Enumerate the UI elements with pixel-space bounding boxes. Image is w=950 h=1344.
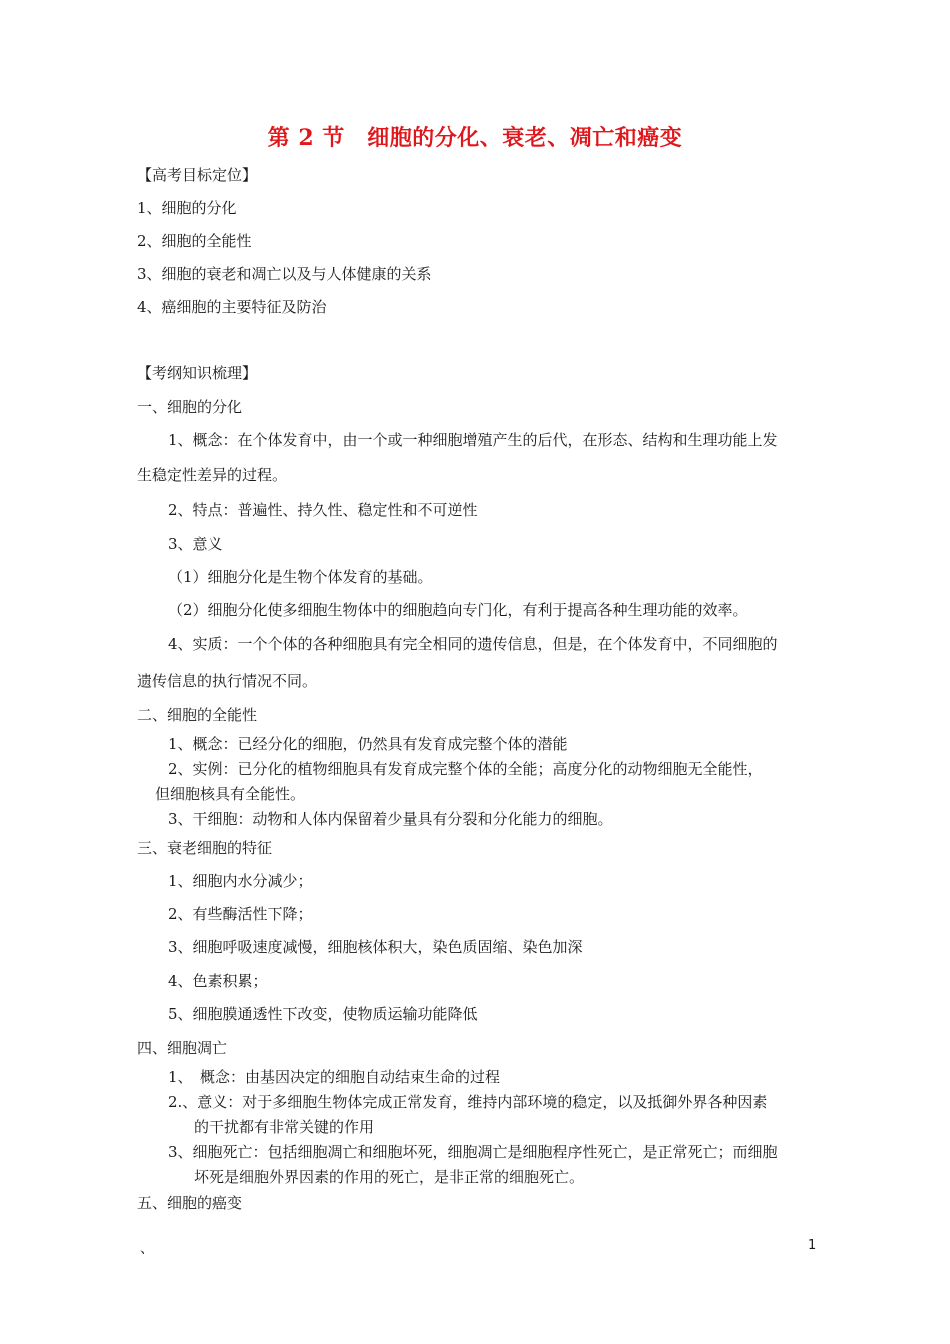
page-title: 第 2 节 细胞的分化、衰老、凋亡和癌变 [267,125,683,151]
footer-mark: 、 [140,1241,154,1257]
goal-item: 4、癌细胞的主要特征及防治 [137,298,327,316]
section-heading: 四、细胞凋亡 [137,1039,228,1057]
paragraph: 坏死是细胞外界因素的作用的死亡，是非正常的细胞死亡。 [194,1168,585,1186]
goal-item: 2、细胞的全能性 [137,232,252,250]
paragraph: 3、细胞死亡：包括细胞凋亡和细胞坏死，细胞凋亡是细胞程序性死亡，是正常死亡；而细胞 [168,1143,778,1161]
list-item: 1、细胞内水分减少； [168,872,313,890]
section-heading: 二、细胞的全能性 [137,706,258,724]
paragraph: 3、干细胞：动物和人体内保留着少量具有分裂和分化能力的细胞。 [168,810,613,828]
paragraph: 3、意义 [168,535,223,553]
list-item: 2、有些酶活性下降； [168,905,313,923]
page-number: 1 [808,1238,817,1253]
paragraph: 遗传信息的执行情况不同。 [137,672,318,690]
paragraph: 2.、意义：对于多细胞生物体完成正常发育，维持内部环境的稳定，以及抵御外界各种因素 [168,1093,768,1111]
paragraph: 生稳定性差异的过程。 [137,466,288,484]
goal-item: 1、细胞的分化 [137,199,237,217]
paragraph: 的干扰都有非常关键的作用 [194,1118,375,1136]
section-heading: 三、衰老细胞的特征 [137,839,273,857]
paragraph: 但细胞核具有全能性。 [155,785,306,803]
paragraph: 1、概念：在个体发育中，由一个或一种细胞增殖产生的后代，在形态、结构和生理功能上发 [168,431,778,449]
paragraph: 1、 概念：由基因决定的细胞自动结束生命的过程 [168,1068,501,1086]
list-item: 3、细胞呼吸速度减慢，细胞核体积大，染色质固缩、染色加深 [168,938,583,956]
paragraph: （2）细胞分化使多细胞生物体中的细胞趋向专门化，有利于提高各种生理功能的效率。 [168,601,748,619]
paragraph: 1、概念：已经分化的细胞，仍然具有发育成完整个体的潜能 [168,735,568,753]
list-item: 4、色素积累； [168,972,268,990]
section-heading: 五、细胞的癌变 [137,1194,243,1212]
section-heading: 一、细胞的分化 [137,398,243,416]
paragraph: 2、特点：普遍性、持久性、稳定性和不可逆性 [168,501,478,519]
section-knowledge-heading: 【考纲知识梳理】 [137,364,258,382]
paragraph: 4、实质：一个个体的各种细胞具有完全相同的遗传信息，但是，在个体发育中，不同细胞的 [168,635,778,653]
paragraph: （1）细胞分化是生物个体发育的基础。 [168,568,433,586]
list-item: 5、细胞膜通透性下改变，使物质运输功能降低 [168,1005,478,1023]
goal-item: 3、细胞的衰老和凋亡以及与人体健康的关系 [137,265,432,283]
section-goals-heading: 【高考目标定位】 [137,166,258,184]
paragraph: 2、实例：已分化的植物细胞具有发育成完整个体的全能；高度分化的动物细胞无全能性， [168,760,763,778]
